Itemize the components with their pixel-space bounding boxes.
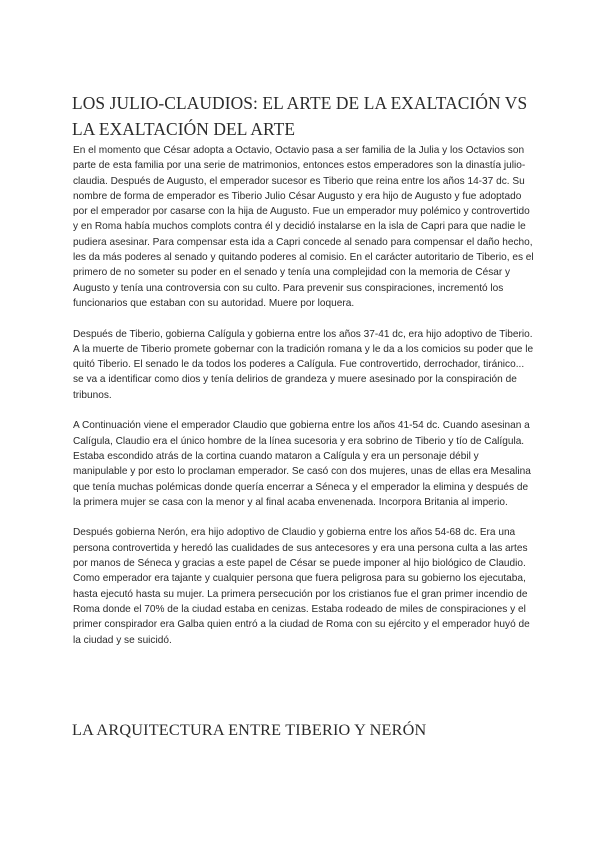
document-title: LOS JULIO-CLAUDIOS: EL ARTE DE LA EXALTACIÓN VS LA EXALTACIÓN DEL ARTE	[72, 93, 528, 139]
section-heading: LA ARQUITECTURA ENTRE TIBERIO Y NERÓN	[72, 721, 427, 739]
document-body	[73, 143, 535, 663]
paragraph-tiberio: En el momento que César adopta a Octavio, Octavio pasa a ser familia de la Julia y los Octavios son parte de esta familia por una serie de matrimonios, entonces estos emperadores son la dinastía julio-claudia. Después de Augusto, el emperador sucesor es Tiberio que reina entre los años 14-37 dc. Su nombre de forma de emperador es Tiberio Julio César Augusto y era hijo de Augusto y fue adoptado por el emperador por casarse con la hija de Augusto. Fue un emperador muy polémico y controvertido y en Roma había muchos complots contra él y decidió instalarse en la isla de Capri para que nadie le pudiera asesinar. Para compensar esta ida a Capri concede al senado para compensar el daño hecho, les da más poderes al senado y quitando poderes al comisio. En el carácter autoritario de Tiberio, es el primero de no someter su poder en el senado y tenía una complejidad con la memoria de César y Augusto y tenía una controversia con su culto. Para prevenir sus conspiraciones, incrementó los funcionarios que estaban con su autoridad. Muere por loquera.	[73, 145, 534, 309]
paragraph-neron: Después gobierna Nerón, era hijo adoptivo de Claudio y gobierna entre los años 54-68 dc. Era una persona controvertida y heredó las cualidades de sus antecesores y era una persona culta a las artes por manos de Séneca y gracias a este papel de César se puede imponer al hijo biológico de Claudio. Como emperador era tajante y cualquier persona que fuera peligrosa para su gobierno los ejecutaba, hasta ejecutó hasta su mujer. La primera persecución por los cristianos fue el gran primer incendio de Roma donde el 70% de la ciudad estaba en cenizas. Estaba rodeado de miles de conspiraciones y el primer conspirador era Galba quien entró a la ciudad de Roma con su ejército y el emperador huyó de la ciudad y se suicidó.	[73, 527, 530, 646]
paragraph-claudio: A Continuación viene el emperador Claudio que gobierna entre los años 41-54 dc. Cuando asesinan a Calígula, Claudio era el único hombre de la línea sucesoria y era sobrino de Tiberio y tío de Calígula. Estaba escondido atrás de la cortina cuando mataron a Calígula y era un personaje débil y manipulable y por esto lo proclaman emperador. Se casó con dos mujeres, unas de ellas era Mesalina que tenía muchas polémicas donde quería encerrar a Séneca y el emperador la elimina y después de la primera mujer se casa con la menor y al final acaba envenenada. Incorpora Britania al imperio.	[73, 420, 531, 508]
paragraph-caligula: Después de Tiberio, gobierna Calígula y gobierna entre los años 37-41 dc, era hijo adoptivo de Tiberio. A la muerte de Tiberio promete gobernar con la tradición romana y le da a los comicios su poder que le quitó Tiberio. El senado le da todos los poderes a Calígula. Fue controvertido, derrochador, tiránico... se va a identificar como dios y tenía delirios de grandeza y muere asesinado por la conspiración de tribunos.	[73, 328, 534, 401]
